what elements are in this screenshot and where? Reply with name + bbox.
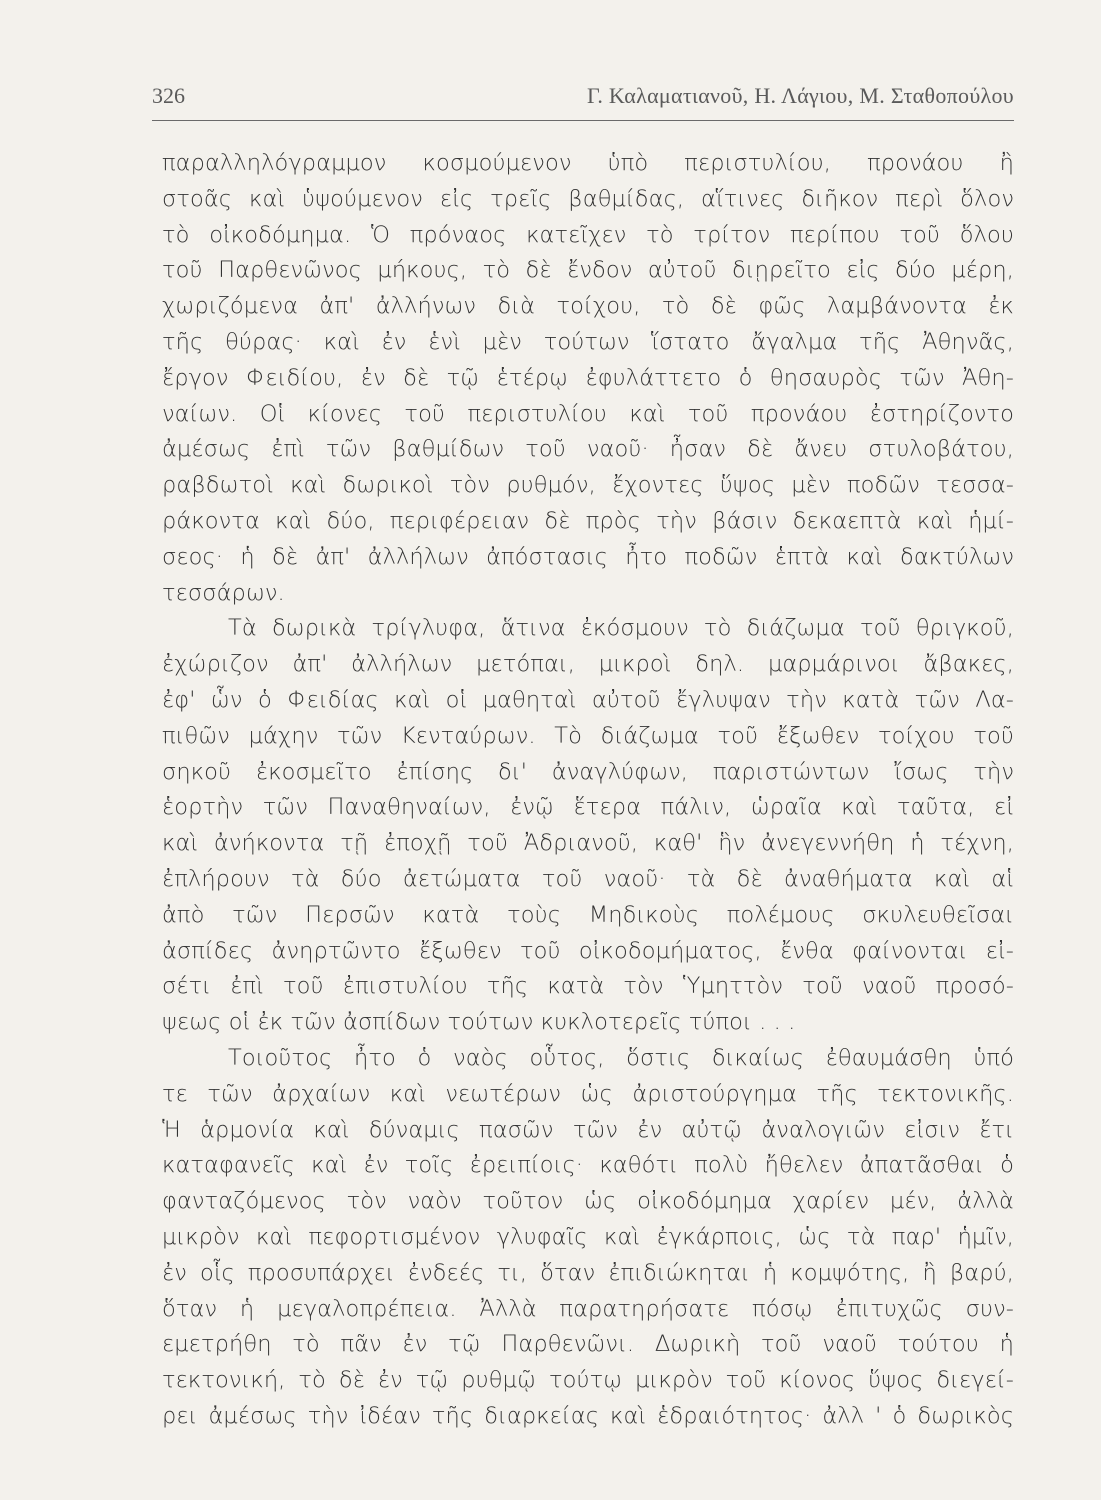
text-line: ραβδωτοὶ καὶ δωρικοὶ τὸν ρυθμόν, ἔχοντες ὕψος μὲν ποδῶν τεσσα- <box>162 472 1014 499</box>
page-number: 326 <box>152 83 185 108</box>
text-line: πιθῶν μάχην τῶν Κενταύρων. Τὸ διάζωμα τοῦ ἔξωθεν τοίχου τοῦ <box>162 722 1014 749</box>
text-line: ράκοντα καὶ δύο, περιφέρειαν δὲ πρὸς τὴν βάσιν δεκαεπτὰ καὶ ἡμί- <box>162 507 1014 534</box>
text-line: μικρὸν καὶ πεφορτισμένον γλυφαῖς καὶ ἐγκάρποις, ὡς τὰ παρ' ἡμῖν, <box>162 1223 1014 1250</box>
text-line: ἀμέσως ἐπὶ τῶν βαθμίδων τοῦ ναοῦ· ἦσαν δὲ ἄνευ στυλοβάτου, <box>162 436 1014 463</box>
text-line: Τὰ δωρικὰ τρίγλυφα, ἅτινα ἐκόσμουν τὸ διάζωμα τοῦ θριγκοῦ, <box>228 615 1014 642</box>
text-line: τεκτονική, τὸ δὲ ἐν τῷ ρυθμῷ τούτῳ μικρὸν τοῦ κίονος ὕψος διεγεί- <box>162 1367 1014 1394</box>
text-line: τεσσάρων. <box>162 579 285 606</box>
text-line: σεος· ἡ δὲ ἀπ' ἀλλήλων ἀπόστασις ἦτο ποδῶν ἑπτὰ καὶ δακτύλων <box>162 543 1014 570</box>
text-line: ἀσπίδες ἀνηρτῶντο ἔξωθεν τοῦ οἰκοδομήματος, ἔνθα φαίνονται εἰ- <box>162 937 1014 964</box>
text-line: τοῦ Παρθενῶνος μήκους, τὸ δὲ ἔνδον αὐτοῦ διῃρεῖτο εἰς δύο μέρη, <box>162 257 1014 284</box>
text-line: ρει ἀμέσως τὴν ἰδέαν τῆς διαρκείας καὶ ἑδραιότητος· ἀλλ ' ὁ δωρικὸς <box>162 1402 1014 1429</box>
text-line: ἐφ' ὧν ὁ Φειδίας καὶ οἱ μαθηταὶ αὐτοῦ ἔγλυψαν τὴν κατὰ τῶν Λα- <box>162 686 1014 713</box>
running-head-authors: Γ. Καλαματιανοῦ, Η. Λάγιου, Μ. Σταθοπούλου <box>586 83 1014 108</box>
text-line: σηκοῦ ἐκοσμεῖτο ἐπίσης δι' ἀναγλύφων, παριστώντων ἴσως τὴν <box>162 758 1014 785</box>
text-line: ἐπλήρουν τὰ δύο ἀετώματα τοῦ ναοῦ· τὰ δὲ ἀναθήματα καὶ αἱ <box>162 865 1014 892</box>
text-line: ἀπὸ τῶν Περσῶν κατὰ τοὺς Μηδικοὺς πολέμους σκυλευθεῖσαι <box>162 901 1014 928</box>
body-text <box>162 146 1014 1435</box>
text-line: εμετρήθη τὸ πᾶν ἐν τῷ Παρθενῶνι. Δωρικὴ τοῦ ναοῦ τούτου ἡ <box>162 1331 1014 1358</box>
text-line: τῆς θύρας· καὶ ἐν ἑνὶ μὲν τούτων ἵστατο ἄγαλμα τῆς Ἀθηνᾶς, <box>162 328 1014 355</box>
text-line: ἑορτὴν τῶν Παναθηναίων, ἐνῷ ἕτερα πάλιν, ὡραῖα καὶ ταῦτα, εἰ <box>162 794 1014 821</box>
text-line: καὶ ἀνήκοντα τῇ ἐποχῇ τοῦ Ἀδριανοῦ, καθ' ἣν ἀνεγεννήθη ἡ τέχνη, <box>162 830 1014 857</box>
text-line: στοᾶς καὶ ὑψούμενον εἰς τρεῖς βαθμίδας, αἵτινες διῆκον περὶ ὅλον <box>162 185 1014 212</box>
text-line: χωριζόμενα ἀπ' ἀλλήνων διὰ τοίχου, τὸ δὲ φῶς λαμβάνοντα ἐκ <box>162 293 1014 320</box>
page-header <box>152 83 1014 113</box>
text-line: Τοιοῦτος ἦτο ὁ ναὸς οὗτος, ὅστις δικαίως ἐθαυμάσθη ὑπό <box>228 1044 1014 1071</box>
text-line: καταφανεῖς καὶ ἐν τοῖς ἐρειπίοις· καθότι πολὺ ἤθελεν ἀπατᾶσθαι ὁ <box>162 1152 1014 1179</box>
text-line: ψεως οἱ ἐκ τῶν ἀσπίδων τούτων κυκλοτερεῖς τύποι . . . <box>162 1009 796 1036</box>
text-line: παραλληλόγραμμον κοσμούμενον ὑπὸ περιστυλίου, προνάου ἢ <box>162 150 1014 176</box>
text-line: ἔργον Φειδίου, ἐν δὲ τῷ ἑτέρῳ ἐφυλάττετο ὁ θησαυρὸς τῶν Ἀθη- <box>162 364 1014 391</box>
text-line: ὅταν ἡ μεγαλοπρέπεια. Ἀλλὰ παρατηρήσατε πόσῳ ἐπιτυχῶς συν- <box>162 1295 1014 1322</box>
header-rule <box>152 120 1014 121</box>
text-line: ἐχώριζον ἀπ' ἀλλήλων μετόπαι, μικροὶ δηλ. μαρμάρινοι ἄβακες, <box>162 651 1014 678</box>
text-line: τὸ οἰκοδόμημα. Ὁ πρόναος κατεῖχεν τὸ τρίτον περίπου τοῦ ὅλου <box>162 221 1014 248</box>
text-line: σέτι ἐπὶ τοῦ ἐπιστυλίου τῆς κατὰ τὸν Ὑμηττὸν τοῦ ναοῦ προσό- <box>162 973 1014 1000</box>
text-line: ναίων. Οἱ κίονες τοῦ περιστυλίου καὶ τοῦ προνάου ἐστηρίζοντο <box>162 400 1014 427</box>
text-line: ἐν οἷς προσυπάρχει ἐνδεές τι, ὅταν ἐπιδιώκηται ἡ κομψότης, ἢ βαρύ, <box>162 1259 1014 1286</box>
text-line: φανταζόμενος τὸν ναὸν τοῦτον ὡς οἰκοδόμημα χαρίεν μέν, ἀλλὰ <box>162 1188 1014 1215</box>
text-line: τε τῶν ἀρχαίων καὶ νεωτέρων ὡς ἀριστούργημα τῆς τεκτονικῆς. <box>162 1080 1014 1107</box>
text-line: Ἡ ἁρμονία καὶ δύναμις πασῶν τῶν ἐν αὐτῷ ἀναλογιῶν εἰσιν ἔτι <box>162 1116 1014 1143</box>
